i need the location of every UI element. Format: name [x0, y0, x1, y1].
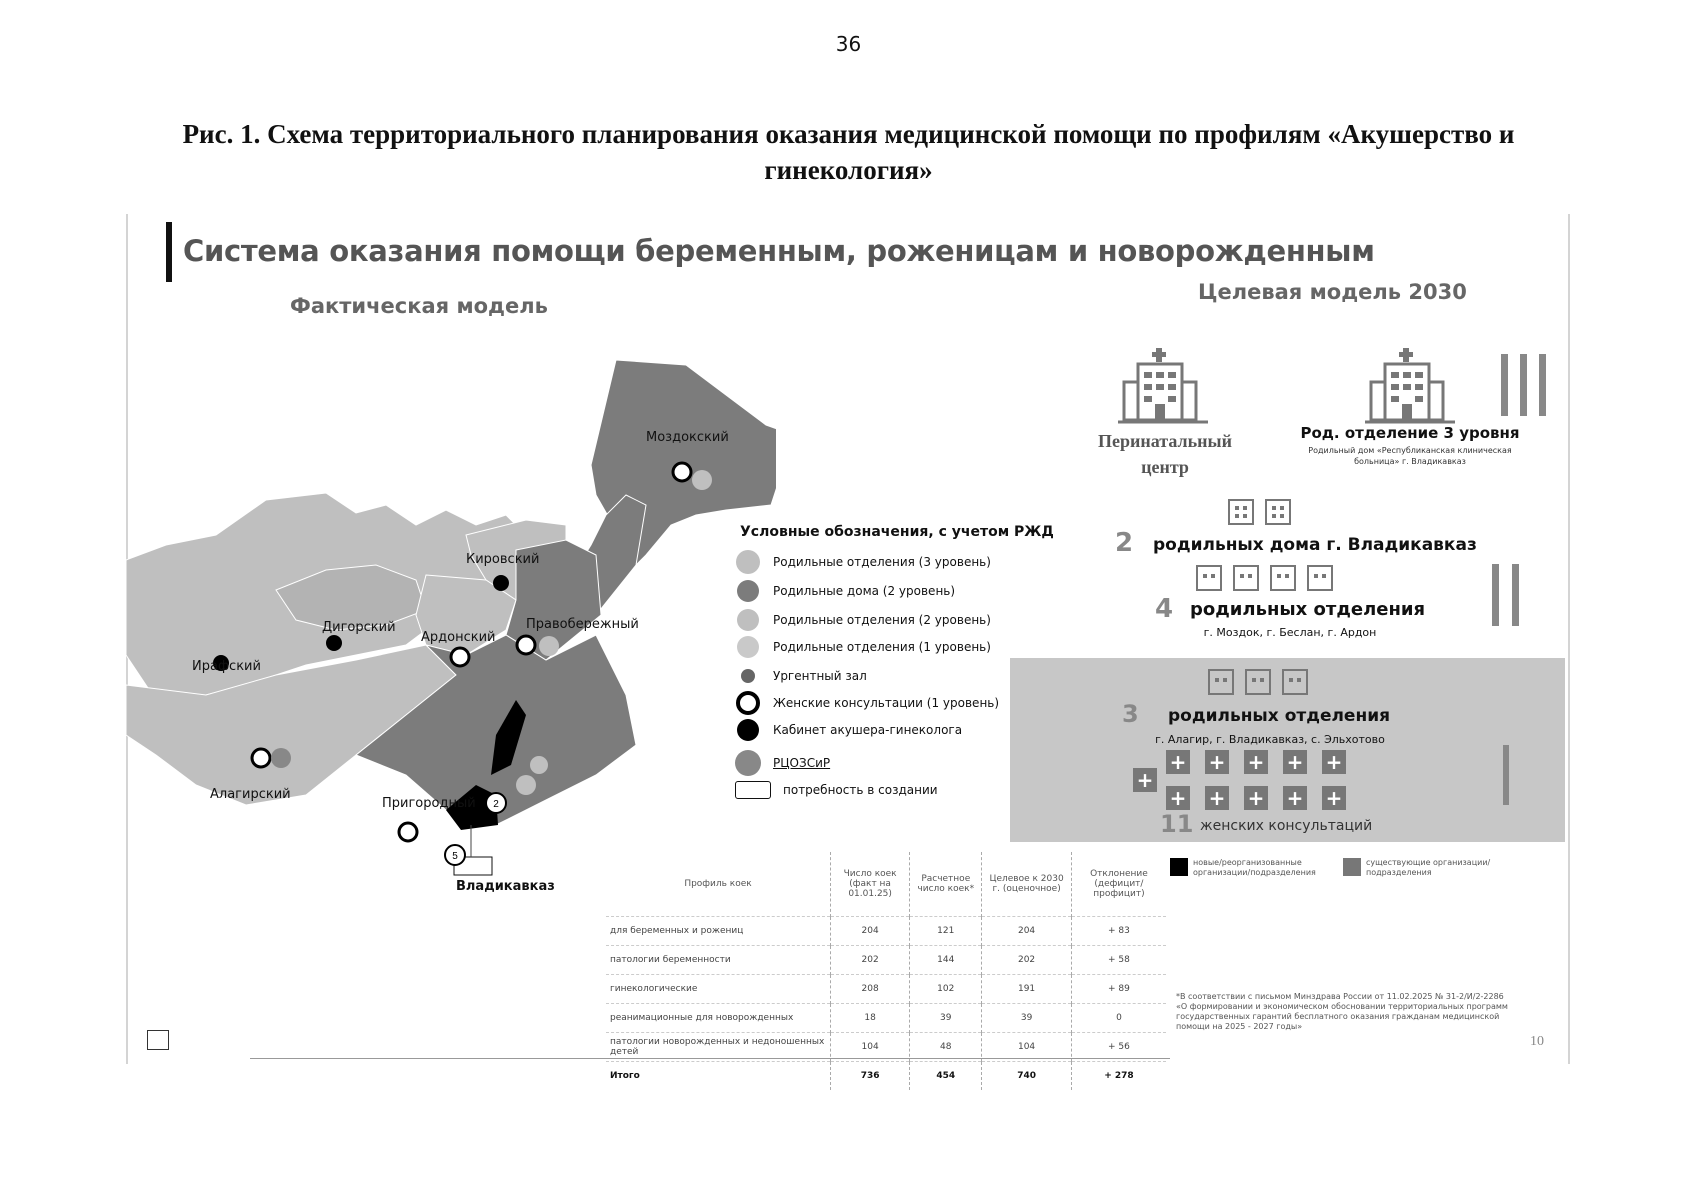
dept3-text: родильных отделения	[1168, 706, 1391, 726]
hospital-icon	[1118, 346, 1208, 426]
light-circle-icon	[737, 636, 759, 658]
empty-rect-icon	[735, 781, 771, 799]
legend-item-dept3	[735, 549, 991, 575]
table-cell: для беременных и рожениц	[606, 917, 831, 946]
dept-count: 4	[1155, 594, 1174, 624]
level-bar	[1520, 354, 1527, 416]
marker-consult-mozdok	[673, 463, 691, 481]
table-cell: 39	[910, 1004, 982, 1033]
level3-subtitle: Родильный дом «Республиканская клиническая больница» г. Владикавказ	[1308, 446, 1512, 466]
legend-item-need	[735, 777, 938, 803]
legend-item-rcozsir	[735, 750, 830, 776]
legend-square-grey	[1343, 858, 1361, 876]
table-cell: Итого	[606, 1062, 831, 1091]
perinatal-label: Перинатальный центр	[1098, 431, 1232, 477]
table-cell: 204	[831, 917, 910, 946]
corner-box	[147, 1030, 169, 1050]
label-ardon: Ардонский	[421, 630, 496, 645]
building-icons	[1194, 560, 1344, 594]
label-iraf: Ирафский	[192, 659, 261, 674]
table-cell: патологии новорожденных и недоношенных детей	[606, 1033, 831, 1062]
table-header: Отклонение (дефицит/ профицит)	[1071, 852, 1166, 917]
plus-icon: +	[1244, 786, 1268, 810]
table-row	[606, 1004, 1166, 1033]
table-cell: + 89	[1071, 975, 1166, 1004]
legend-label: Родильные отделения (1 уровень)	[773, 640, 991, 654]
table-row	[606, 946, 1166, 975]
table-cell: 39	[982, 1004, 1072, 1033]
label-mozdok: Моздокский	[646, 430, 729, 445]
table-cell: 202	[831, 946, 910, 975]
footnote: *В соответствии с письмом Минздрава России от 11.02.2025 № 31-2/И/2-2286 «О формировании и экономическом обосновании территориальных программ государственных гарантий бесплатного оказания гражданам медицинской помощи на 2025 - 2027 годы»	[1176, 992, 1508, 1031]
dark-circle-icon	[737, 580, 759, 602]
plus-icon: +	[1244, 750, 1268, 774]
legend-label: Женские консультации (1 уровень)	[773, 696, 1000, 710]
table-cell: 18	[831, 1004, 910, 1033]
small-dot-icon	[741, 669, 755, 683]
badge-2-label: 2	[493, 799, 499, 810]
plus-icon: +	[1322, 750, 1346, 774]
plus-icon: +	[1205, 750, 1229, 774]
label-prigorod: Пригородный	[382, 796, 476, 811]
consult-text: женских консультаций	[1200, 818, 1373, 834]
plus-icon: +	[1322, 786, 1346, 810]
marker-cabinet-digor	[326, 635, 342, 651]
fact-model-title: Фактическая модель	[290, 294, 548, 318]
level-bar	[1503, 745, 1509, 805]
title-accent-bar	[166, 222, 172, 282]
marker-consult-prigorod	[399, 823, 417, 841]
table-cell: 104	[831, 1033, 910, 1062]
dept-subtitle: г. Моздок, г. Беслан, г. Ардон	[1203, 626, 1377, 639]
table-row	[606, 917, 1166, 946]
beds-table	[606, 852, 1166, 1090]
table-header: Целевое к 2030 г. (оценочное)	[982, 852, 1072, 917]
level3-title: Род. отделение 3 уровня	[1300, 424, 1520, 442]
legend-label: Родильные дома (2 уровень)	[773, 584, 956, 598]
table-cell: + 56	[1071, 1033, 1166, 1062]
legend-title: Условные обозначения, с учетом РЖД	[740, 524, 1054, 540]
legend-label: Кабинет акушера-гинеколога	[773, 723, 963, 737]
maternity-count: 2	[1115, 528, 1134, 558]
level-bar	[1512, 564, 1519, 626]
table-cell: + 83	[1071, 917, 1166, 946]
table-cell: + 58	[1071, 946, 1166, 975]
figure-caption: Рис. 1. Схема территориального планирования оказания медицинской помощи по профилям «Акушерство и гинекология»	[182, 119, 1515, 185]
label-kirov: Кировский	[466, 552, 540, 567]
legend-label: РЦОЗСиР	[773, 756, 831, 770]
table-header: Число коек (факт на 01.01.25)	[831, 852, 910, 917]
plus-icon: +	[1205, 786, 1229, 810]
plus-icon: +	[1283, 750, 1307, 774]
legend-label: Родильные отделения (2 уровень)	[773, 613, 991, 627]
plus-icon: +	[1166, 750, 1190, 774]
legend-square-grey-label: существующие организации/подразделения	[1366, 858, 1491, 877]
dept-text: родильных отделения	[1190, 599, 1426, 620]
consult-count: 11	[1160, 810, 1194, 838]
legend-item-urgent	[735, 663, 867, 689]
marker-dept-mozdok	[692, 470, 712, 490]
bottom-rule	[250, 1058, 1170, 1059]
legend-label: Родильные отделения (3 уровень)	[773, 555, 991, 569]
table-header: Расчетное число коек*	[910, 852, 982, 917]
table-cell: 48	[910, 1033, 982, 1062]
legend-item-cabinet	[735, 717, 962, 743]
table-cell: 736	[831, 1062, 910, 1091]
table-cell: 144	[910, 946, 982, 975]
level-bar	[1501, 354, 1508, 416]
label-alagir: Алагирский	[210, 787, 291, 802]
dept3-count: 3	[1122, 700, 1139, 728]
legend-item-dept1	[735, 634, 991, 660]
marker-dept-pravober	[539, 636, 559, 656]
marker-consult-pravober	[517, 636, 535, 654]
table-cell: 202	[982, 946, 1072, 975]
table-cell: 104	[982, 1033, 1072, 1062]
plus-icon: +	[1283, 786, 1307, 810]
light-circle-icon	[737, 609, 759, 631]
table-cell: 454	[910, 1062, 982, 1091]
marker-consult-ardon	[451, 648, 469, 666]
black-circle-icon	[737, 719, 759, 741]
page-number: 36	[835, 32, 862, 56]
plus-icon: +	[1166, 786, 1190, 810]
dept3-subtitle: г. Алагир, г. Владикавказ, с. Эльхотово	[1155, 733, 1385, 746]
building-icons	[1206, 664, 1316, 698]
table-cell: патологии беременности	[606, 946, 831, 975]
label-digor: Дигорский	[322, 620, 396, 635]
table-cell: 121	[910, 917, 982, 946]
table-cell: + 278	[1071, 1062, 1166, 1091]
marker-cabinet-kirov	[493, 575, 509, 591]
table-row	[606, 975, 1166, 1004]
table-cell: 740	[982, 1062, 1072, 1091]
slide-title: Система оказания помощи беременным, роженицам и новорожденным	[183, 234, 1375, 268]
hospital-icon	[1365, 346, 1455, 426]
plus-icon: +	[1133, 768, 1157, 792]
label-vladikavkaz: Владикавказ	[456, 879, 555, 894]
legend-item-dept2	[735, 607, 991, 633]
slide-number: 10	[1530, 1034, 1544, 1049]
legend-square-black-label: новые/реорганизованные организации/подразделения	[1193, 858, 1316, 877]
table-total-row	[606, 1062, 1166, 1091]
maternity-text: родильных дома г. Владикавказ	[1153, 535, 1477, 555]
table-header-row	[606, 852, 1166, 917]
ring-icon	[736, 691, 760, 715]
marker-dept-vlad2	[530, 756, 548, 774]
table-cell: гинекологические	[606, 975, 831, 1004]
legend-square-black	[1170, 858, 1188, 876]
light-circle-icon	[736, 550, 760, 574]
table-cell: 102	[910, 975, 982, 1004]
legend-label: потребность в создании	[783, 783, 938, 797]
marker-consult-alagir	[252, 749, 270, 767]
table-cell: 0	[1071, 1004, 1166, 1033]
label-pravober: Правобережный	[526, 617, 639, 632]
table-cell: реанимационные для новорожденных	[606, 1004, 831, 1033]
legend-item-consult	[735, 690, 999, 716]
grey-circle-icon	[735, 750, 761, 776]
table-cell: 208	[831, 975, 910, 1004]
table-header: Профиль коек	[684, 879, 752, 889]
badge-5-label: 5	[452, 851, 458, 862]
building-icons	[1226, 494, 1296, 528]
target-model-title: Целевая модель 2030	[1198, 280, 1467, 304]
legend-item-maternity	[735, 578, 955, 604]
marker-dept-alagir	[271, 748, 291, 768]
level-bar	[1539, 354, 1546, 416]
marker-dept-vlad	[516, 775, 536, 795]
level-bar	[1492, 564, 1499, 626]
table-cell: 191	[982, 975, 1072, 1004]
legend-label: Ургентный зал	[773, 669, 867, 683]
table-cell: 204	[982, 917, 1072, 946]
